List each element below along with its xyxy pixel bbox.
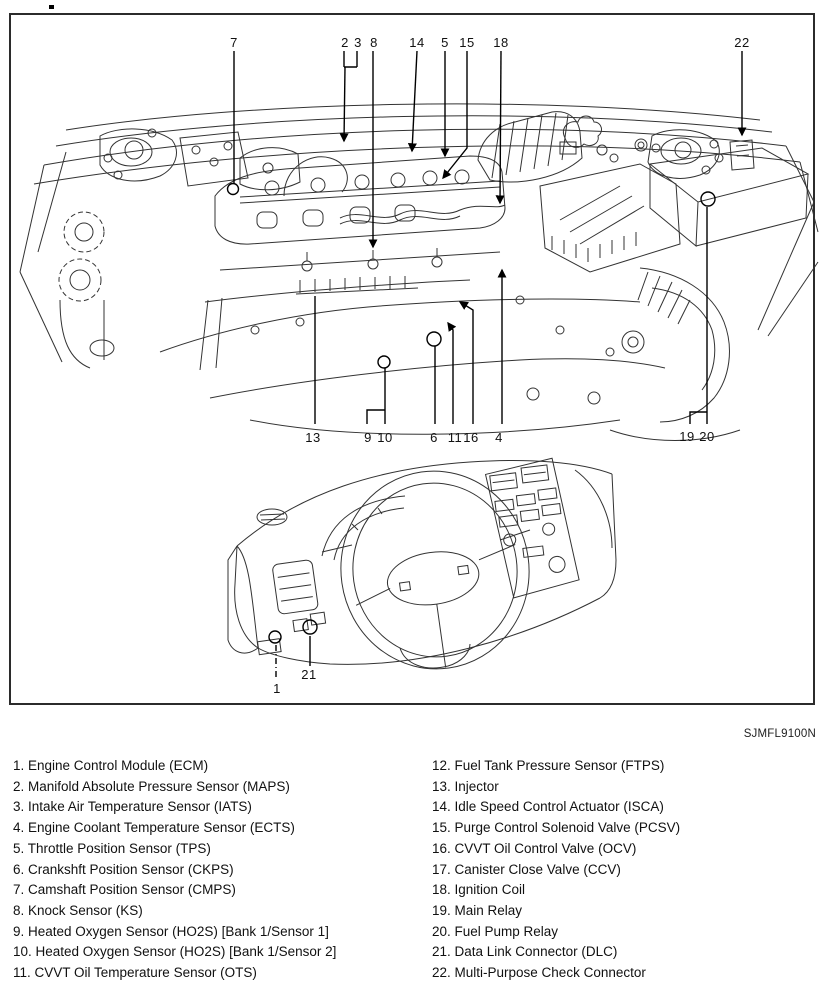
callout-label-4: 4	[495, 430, 503, 445]
legend-item-2: 2. Manifold Absolute Pressure Sensor (MAPS)	[13, 778, 290, 794]
legend-item-15: 15. Purge Control Solenoid Valve (PCSV)	[432, 820, 681, 836]
center-stack	[485, 457, 581, 600]
legend-item-18: 18. Ignition Coil	[432, 882, 526, 898]
reservoir-caps	[59, 212, 114, 368]
legend-item-5: 5. Throttle Position Sensor (TPS)	[13, 840, 211, 856]
intake-corrugated-duct	[478, 112, 647, 182]
valve-cover	[215, 156, 505, 244]
marker-6-ckps	[427, 332, 441, 346]
legend-item-19: 19. Main Relay	[432, 902, 523, 918]
legend-item-16: 16. CVVT Oil Control Valve (OCV)	[432, 840, 637, 856]
legend-item-7: 7. Camshaft Position Sensor (CMPS)	[13, 882, 236, 898]
legend-item-3: 3. Intake Air Temperature Sensor (IATS)	[13, 799, 252, 815]
dash-right-curve	[575, 470, 612, 548]
legend-column-left	[13, 756, 336, 983]
figure-code: SJMFL9100N	[743, 728, 816, 740]
air-cleaner-box	[540, 164, 680, 272]
legend-item-22: 22. Multi-Purpose Check Connector	[432, 965, 646, 981]
callout-label-16: 16	[463, 430, 479, 445]
callout-label-15: 15	[459, 35, 475, 50]
leader-18	[500, 51, 501, 203]
callout-label-9: 9	[364, 430, 372, 445]
legend-item-11: 11. CVVT Oil Temperature Sensor (OTS)	[13, 965, 257, 981]
left-vent-switches	[247, 559, 328, 655]
leader-9-10	[367, 368, 385, 424]
engine-bay-art	[20, 104, 818, 441]
legend-item-13: 13. Injector	[432, 778, 499, 794]
callout-label-19: 19	[679, 429, 695, 444]
callout-label-2: 2	[341, 35, 349, 50]
steering-wheel	[328, 459, 542, 681]
marker-9-10-ho2s	[378, 356, 390, 368]
callout-label-14: 14	[409, 35, 425, 50]
marker-1-ecm	[269, 631, 281, 643]
legend-item-10: 10. Heated Oxygen Sensor (HO2S) [Bank 1/Sensor 2]	[13, 944, 337, 960]
leader-2-3	[344, 67, 345, 141]
callout-label-20: 20	[699, 429, 715, 444]
callout-label-10: 10	[377, 430, 393, 445]
dashboard-art	[228, 457, 616, 681]
legend-item-6: 6. Crankshft Position Sensor (CKPS)	[13, 861, 234, 877]
legend-item-8: 8. Knock Sensor (KS)	[13, 902, 143, 918]
marker-21-dlc	[303, 620, 317, 634]
intake-elbow	[610, 268, 740, 441]
callout-leaders	[228, 51, 743, 678]
legend-item-14: 14. Idle Speed Control Actuator (ISCA)	[432, 799, 664, 815]
engine-block	[160, 280, 665, 434]
callout-label-11: 11	[447, 430, 463, 445]
marker-7-cmps	[228, 184, 239, 195]
callout-label-3: 3	[354, 35, 362, 50]
legend-column-right	[432, 756, 680, 983]
mount-brackets	[180, 132, 347, 196]
legend-item-17: 17. Canister Close Valve (CCV)	[432, 861, 621, 877]
bracket-2-3	[344, 51, 357, 67]
leader-11	[448, 323, 453, 424]
callout-label-22: 22	[734, 35, 750, 50]
callout-label-8: 8	[370, 35, 378, 50]
instrument-cluster	[322, 496, 530, 560]
callout-label-6: 6	[430, 430, 438, 445]
callout-label-18: 18	[493, 35, 509, 50]
leader-14	[412, 51, 417, 151]
callout-label-21: 21	[301, 667, 317, 682]
legend-item-1: 1. Engine Control Module (ECM)	[13, 758, 209, 773]
legend-item-4: 4. Engine Coolant Temperature Sensor (ECTS)	[13, 820, 295, 836]
legend-item-21: 21. Data Link Connector (DLC)	[432, 944, 618, 960]
callout-label-5: 5	[441, 35, 449, 50]
legend-item-20: 20. Fuel Pump Relay	[432, 923, 559, 939]
legend-item-12: 12. Fuel Tank Pressure Sensor (FTPS)	[432, 758, 665, 773]
legend-item-9: 9. Heated Oxygen Sensor (HO2S) [Bank 1/Sensor 1]	[13, 923, 329, 939]
callout-label-13: 13	[305, 430, 321, 445]
dash-outline	[228, 461, 616, 665]
side-oval-vent	[257, 509, 287, 525]
callout-label-7: 7	[230, 35, 238, 50]
callout-label-1: 1	[273, 681, 281, 696]
leader-15	[443, 51, 467, 178]
